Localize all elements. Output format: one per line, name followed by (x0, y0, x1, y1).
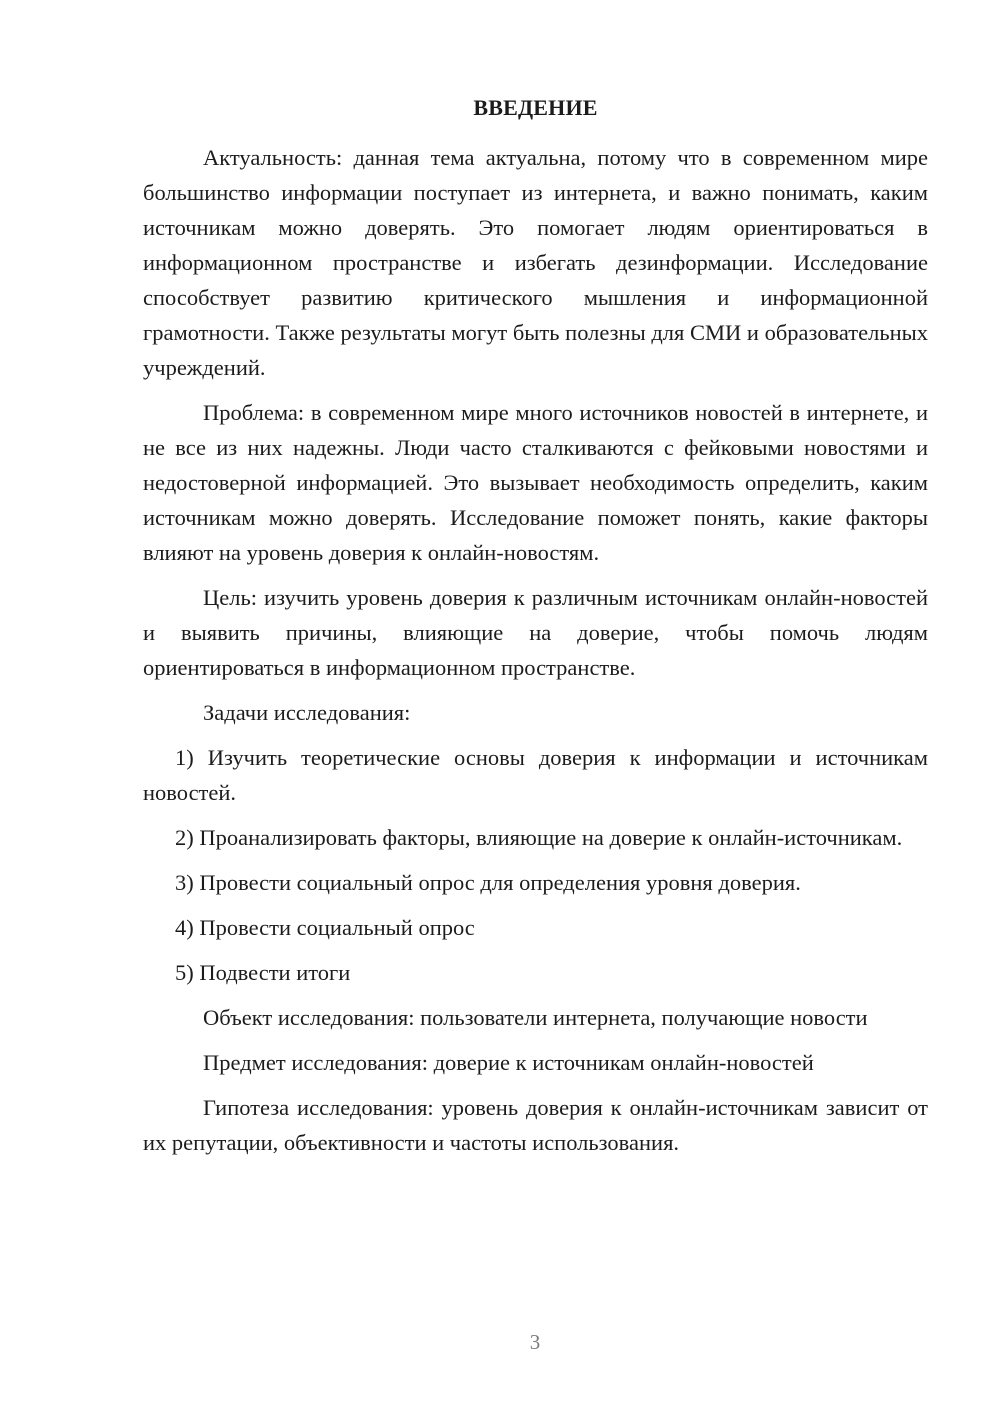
task-item-5: 5) Подвести итоги (175, 960, 351, 985)
page-number: 3 (529, 1330, 541, 1354)
page-content (143, 90, 928, 1170)
paragraph-hypothesis: Гипотеза исследования: уровень доверия к онлайн-источникам зависит от их репутации, объективности и частоты использования. (143, 1095, 928, 1155)
page-title: ВВЕДЕНИЕ (473, 95, 598, 120)
task-item-1: 1) Изучить теоретические основы доверия к информации и источникам новостей. (143, 745, 928, 805)
task-item-4: 4) Провести социальный опрос (175, 915, 475, 940)
paragraph-subject: Предмет исследования: доверие к источникам онлайн-новостей (203, 1050, 814, 1075)
tasks-heading: Задачи исследования: (203, 700, 411, 725)
paragraph-relevance: Актуальность: данная тема актуальна, потому что в современном мире большинство информации поступает из интернета, и важно понимать, каким источникам можно доверять. Это помогает людям ориентироваться в информационном пространстве и избегать дезинформации. Исследование способствует развитию критического мышления и информационной грамотности. Также результаты могут быть полезны для СМИ и образовательных учреждений. (143, 145, 928, 380)
paragraph-goal: Цель: изучить уровень доверия к различным источникам онлайн-новостей и выявить причины, влияющие на доверие, чтобы помочь людям ориентироваться в информационном пространстве. (143, 585, 928, 680)
task-item-2: 2) Проанализировать факторы, влияющие на доверие к онлайн-источникам. (175, 825, 903, 850)
paragraph-object: Объект исследования: пользователи интернета, получающие новости (203, 1005, 868, 1030)
paragraph-problem: Проблема: в современном мире много источников новостей в интернете, и не все из них надежны. Люди часто сталкиваются с фейковыми новостями и недостоверной информацией. Это вызывает необходимость определить, каким источникам можно доверять. Исследование поможет понять, какие факторы влияют на уровень доверия к онлайн-новостям. (143, 400, 928, 565)
task-item-3: 3) Провести социальный опрос для определения уровня доверия. (175, 870, 801, 895)
